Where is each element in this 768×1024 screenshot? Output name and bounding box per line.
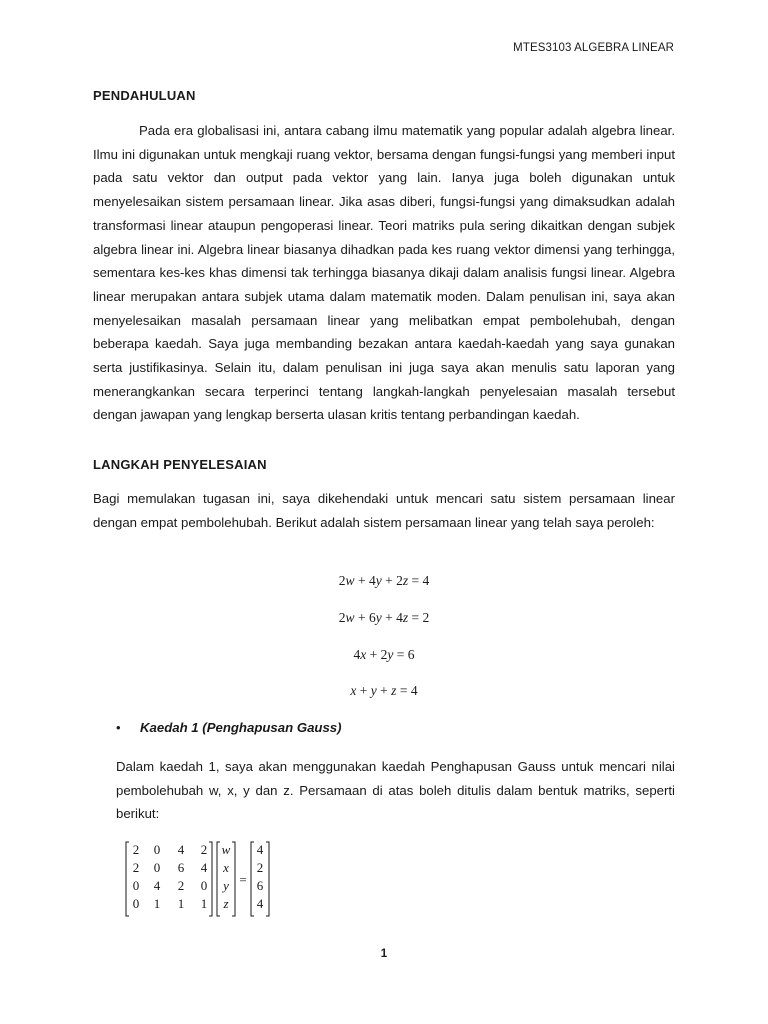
equation-4-text: x + y + z = 4 — [350, 683, 418, 698]
coef-cell: 0 — [132, 878, 140, 893]
page-number: 1 — [380, 948, 388, 960]
steps-paragraph: Bagi memulakan tugasan ini, saya dikehendaki untuk mencari satu sistem persamaan linear dengan empat pembolehubah. Berikut adalah sistem persamaan linear yang telah saya peroleh: — [93, 491, 675, 530]
coef-cell: 2 — [132, 860, 140, 875]
equation-3-text: 4x + 2y = 6 — [353, 647, 415, 662]
intro-heading: PENDAHULUAN — [93, 88, 196, 103]
const-right-bracket — [266, 842, 269, 916]
matrix-equation-graphic — [124, 840, 284, 920]
method1-title: Kaedah 1 (Penghapusan Gauss) — [140, 720, 342, 735]
coef-right-bracket — [209, 842, 212, 916]
coef-cell: 2 — [200, 842, 208, 857]
coef-cell: 6 — [177, 860, 185, 875]
intro-paragraph — [93, 119, 675, 427]
var-left-bracket — [217, 842, 220, 916]
coef-cell: 2 — [177, 878, 185, 893]
coef-cell: 0 — [153, 842, 161, 857]
var-cell: w — [221, 842, 231, 857]
equation-2-text: 2w + 6y + 4z = 2 — [338, 610, 430, 625]
coef-left-bracket — [126, 842, 129, 916]
var-cell: x — [223, 860, 229, 875]
intro-paragraph-text: Pada era globalisasi ini, antara cabang ilmu matematik yang popular adalah algebra linear. Ilmu ini digunakan untuk mengkaji ruang vektor, bersama dengan fungsi-fungsi yang memberi input pada satu vektor dan output pada vektor yang lain. Ianya juga boleh digunakan untuk menyelesaikan sistem persamaan linear. Jika asas diberi, fungsi-fungsi yang dimaksudkan adalah transformasi linear ataupun pengoperasi linear. Teori matriks pula sering dikaitkan dengan subjek algebra linear ini. Algebra linear biasanya dihadkan pada kes ruang vektor dimensi yang terhingga, sementara kes-kes khas dimensi tak terhingga biasanya dikaji dalam analisis fungsi linear. Algebra linear merupakan antara subjek utama dalam matematik moden. Dalam penulisan ini, saya akan menyelesaikan masalah persamaan linear yang melibatkan empat pembolehubah, dengan beberapa kaedah. Saya juga membanding bezakan antara kaedah-kaedah yang saya gunakan serta justifikasinya. Selain itu, dalam penulisan ini juga saya akan menulis satu laporan yang menerangkankan secara terperinci tentang langkah-langkah penyelesaian masalah tersebut dengan jawapan yang lengkap berserta ulasan kritis tentang perbandingan kaedah. — [93, 123, 675, 423]
const-left-bracket — [251, 842, 254, 916]
coef-cell: 1 — [177, 896, 185, 911]
steps-heading: LANGKAH PENYELESAIAN — [93, 457, 267, 472]
method1-bullet-item — [116, 720, 342, 735]
var-cell: y — [223, 878, 229, 893]
coef-cell: 0 — [132, 896, 140, 911]
coef-cell: 4 — [200, 860, 208, 875]
method1-paragraph: Dalam kaedah 1, saya akan menggunakan kaedah Penghapusan Gauss untuk mencari nilai pembolehubah w, x, y dan z. Persamaan di atas boleh ditulis dalam bentuk matriks, seperti berikut: — [116, 759, 675, 822]
const-cell: 4 — [256, 896, 264, 911]
coef-cell: 4 — [177, 842, 185, 857]
const-cell: 2 — [256, 860, 264, 875]
coef-cell: 0 — [153, 860, 161, 875]
coef-cell: 4 — [153, 878, 161, 893]
coef-cell: 2 — [132, 842, 140, 857]
equation-1-text: 2w + 4y + 2z = 4 — [338, 573, 430, 588]
course-code-header: MTES3103 ALGEBRA LINEAR — [513, 42, 674, 54]
equation-1 — [0, 573, 768, 589]
const-cell: 6 — [256, 878, 264, 893]
coef-cell: 1 — [200, 896, 208, 911]
coef-cell: 0 — [200, 878, 208, 893]
var-right-bracket — [232, 842, 235, 916]
coef-cell: 1 — [153, 896, 161, 911]
bullet-icon: • — [116, 720, 121, 735]
equation-3 — [0, 647, 768, 663]
equation-4 — [0, 683, 768, 699]
equals-sign: = — [239, 872, 247, 887]
var-cell: z — [223, 896, 229, 911]
equation-2 — [0, 610, 768, 626]
const-cell: 4 — [256, 842, 264, 857]
matrix-equation — [124, 840, 284, 916]
